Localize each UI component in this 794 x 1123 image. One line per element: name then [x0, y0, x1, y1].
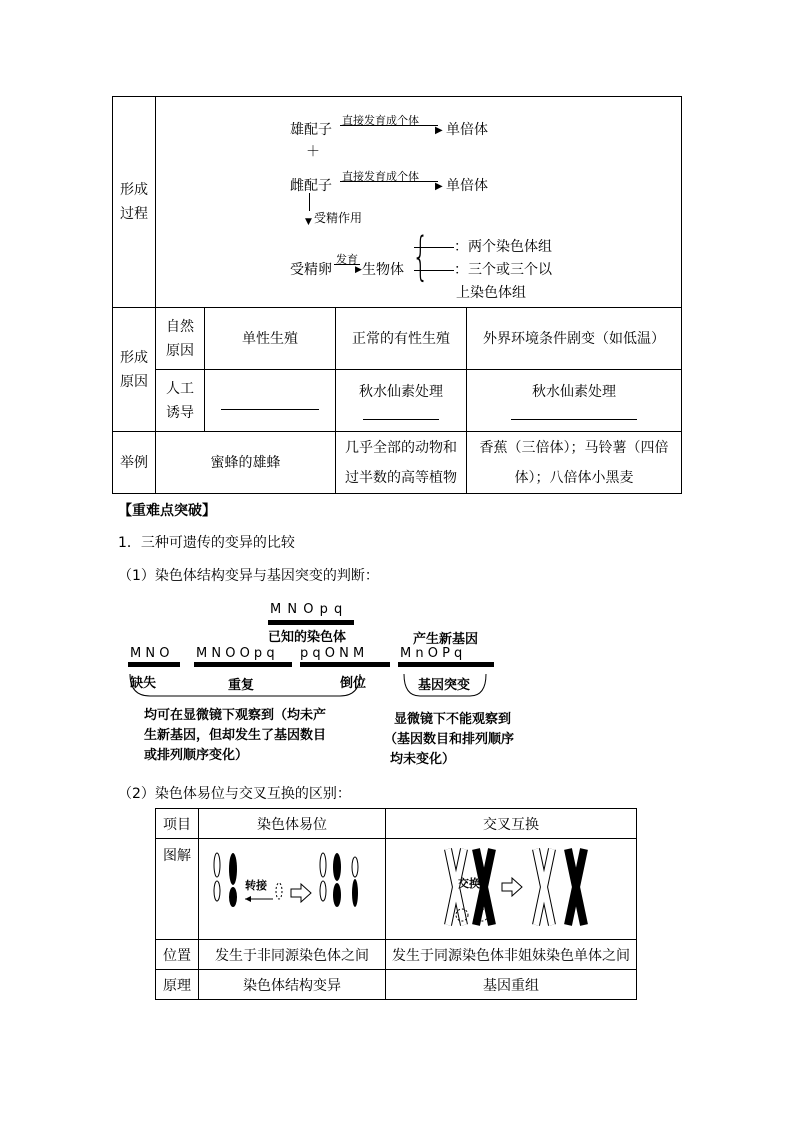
natural-cause-label: 自然原因: [156, 308, 205, 370]
t2-r3-a: 染色体结构变异: [199, 970, 386, 1000]
fertilization: 受精作用: [314, 211, 363, 225]
zygote: 受精卵: [290, 262, 332, 278]
label-missing: 缺失: [130, 676, 157, 691]
t2-r1: 图解: [156, 839, 199, 940]
artificial-col2: 秋水仙素处理: [336, 370, 467, 432]
section-title: 【重难点突破】: [118, 503, 216, 519]
item-1-1: （1）染色体结构变异与基因突变的判断：: [118, 568, 379, 584]
chromosome-diagram: [0, 600, 794, 780]
plus-sign: ＋: [306, 144, 320, 160]
natural-col3: 外界环境条件剧变（如低温）: [467, 308, 682, 370]
t2-r2: 位置: [156, 940, 199, 970]
mutation-letters: M n O P q: [400, 646, 463, 661]
label-exchange: 交换: [458, 877, 480, 890]
natural-col1: 单性生殖: [205, 308, 336, 370]
option-three-sets-cont: 上染色体组: [456, 285, 526, 301]
example-col3: 香蕉（三倍体）；马铃薯（四倍体）；八倍体小黑麦: [467, 432, 682, 494]
crossover-figure: [386, 839, 637, 940]
artificial-col1-blank: [205, 370, 336, 432]
polyploid-table: [112, 96, 682, 494]
item-1-2: （2）染色体易位与交叉互换的区别：: [118, 786, 351, 802]
arrow-text-2: 直接发育成个体: [342, 170, 419, 183]
label-transfer: 转接: [245, 879, 267, 892]
example-col1: 蜜蜂的雄蜂: [156, 432, 336, 494]
item-1: 1．三种可遗传的变异的比较: [118, 535, 295, 551]
note-right: 显微镜下不能观察到 （基因数目和排列顺序 均未变化）: [384, 712, 515, 767]
row-label-example: 举例: [113, 432, 156, 494]
haploid-2: 单倍体: [446, 178, 488, 194]
t2-r2-b: 发生于同源染色体非姐妹染色单体之间: [386, 940, 637, 970]
label-repeat: 重复: [228, 678, 255, 693]
organism: 生物体: [362, 262, 404, 278]
formation-diagram: 雄配子 直接发育成个体 ▶ 单倍体 ＋ 雌配子 直接发育成个体 ▶ 单倍体 ▼ 受精作用 受精卵 发育 ▶ 生物体 { ：两个染色体组 ：三个或三个以 上染色体组: [156, 97, 682, 308]
repeat-letters: M N O O p q: [196, 646, 275, 661]
option-two-sets: ：两个染色体组: [454, 239, 552, 255]
male-gamete: 雄配子: [290, 122, 332, 138]
translocation-table: [155, 808, 637, 1000]
t2-h1: 染色体易位: [199, 809, 386, 839]
natural-col2: 正常的有性生殖: [336, 308, 467, 370]
crossover-svg: [386, 839, 636, 935]
haploid-1: 单倍体: [446, 122, 488, 138]
example-col2: 几乎全部的动物和过半数的高等植物: [336, 432, 467, 494]
arrow-text-1: 直接发育成个体: [342, 114, 419, 127]
invert-letters: p q O N M: [300, 646, 365, 661]
female-gamete: 雌配子: [290, 178, 332, 194]
artificial-cause-label: 人工诱导: [156, 370, 205, 432]
new-gene-label: 产生新基因: [413, 632, 479, 647]
row-label-cause: 形成原因: [113, 308, 156, 432]
known-letters: M N O p q: [270, 602, 344, 617]
t2-h0: 项目: [156, 809, 199, 839]
known-label: 已知的染色体: [268, 630, 347, 645]
missing-letters: M N O: [130, 646, 170, 661]
translocation-figure: [199, 839, 386, 940]
row-label-formation: 形成过程: [113, 97, 156, 308]
diagram-brackets: [0, 666, 794, 706]
note-left: 均可在显微镜下观察到（均未产 生新基因，但却发生了基因数目 或排列顺序变化）: [144, 708, 327, 763]
translocation-svg: [199, 839, 385, 935]
artificial-col3: 秋水仙素处理: [467, 370, 682, 432]
t2-r2-a: 发生于非同源染色体之间: [199, 940, 386, 970]
t2-r3: 原理: [156, 970, 199, 1000]
option-three-sets: ：三个或三个以: [454, 262, 552, 278]
label-mutation: 基因突变: [418, 678, 471, 693]
label-invert: 倒位: [340, 676, 367, 691]
t2-h2: 交叉互换: [386, 809, 637, 839]
develop-label: 发育: [336, 253, 358, 266]
t2-r3-b: 基因重组: [386, 970, 637, 1000]
